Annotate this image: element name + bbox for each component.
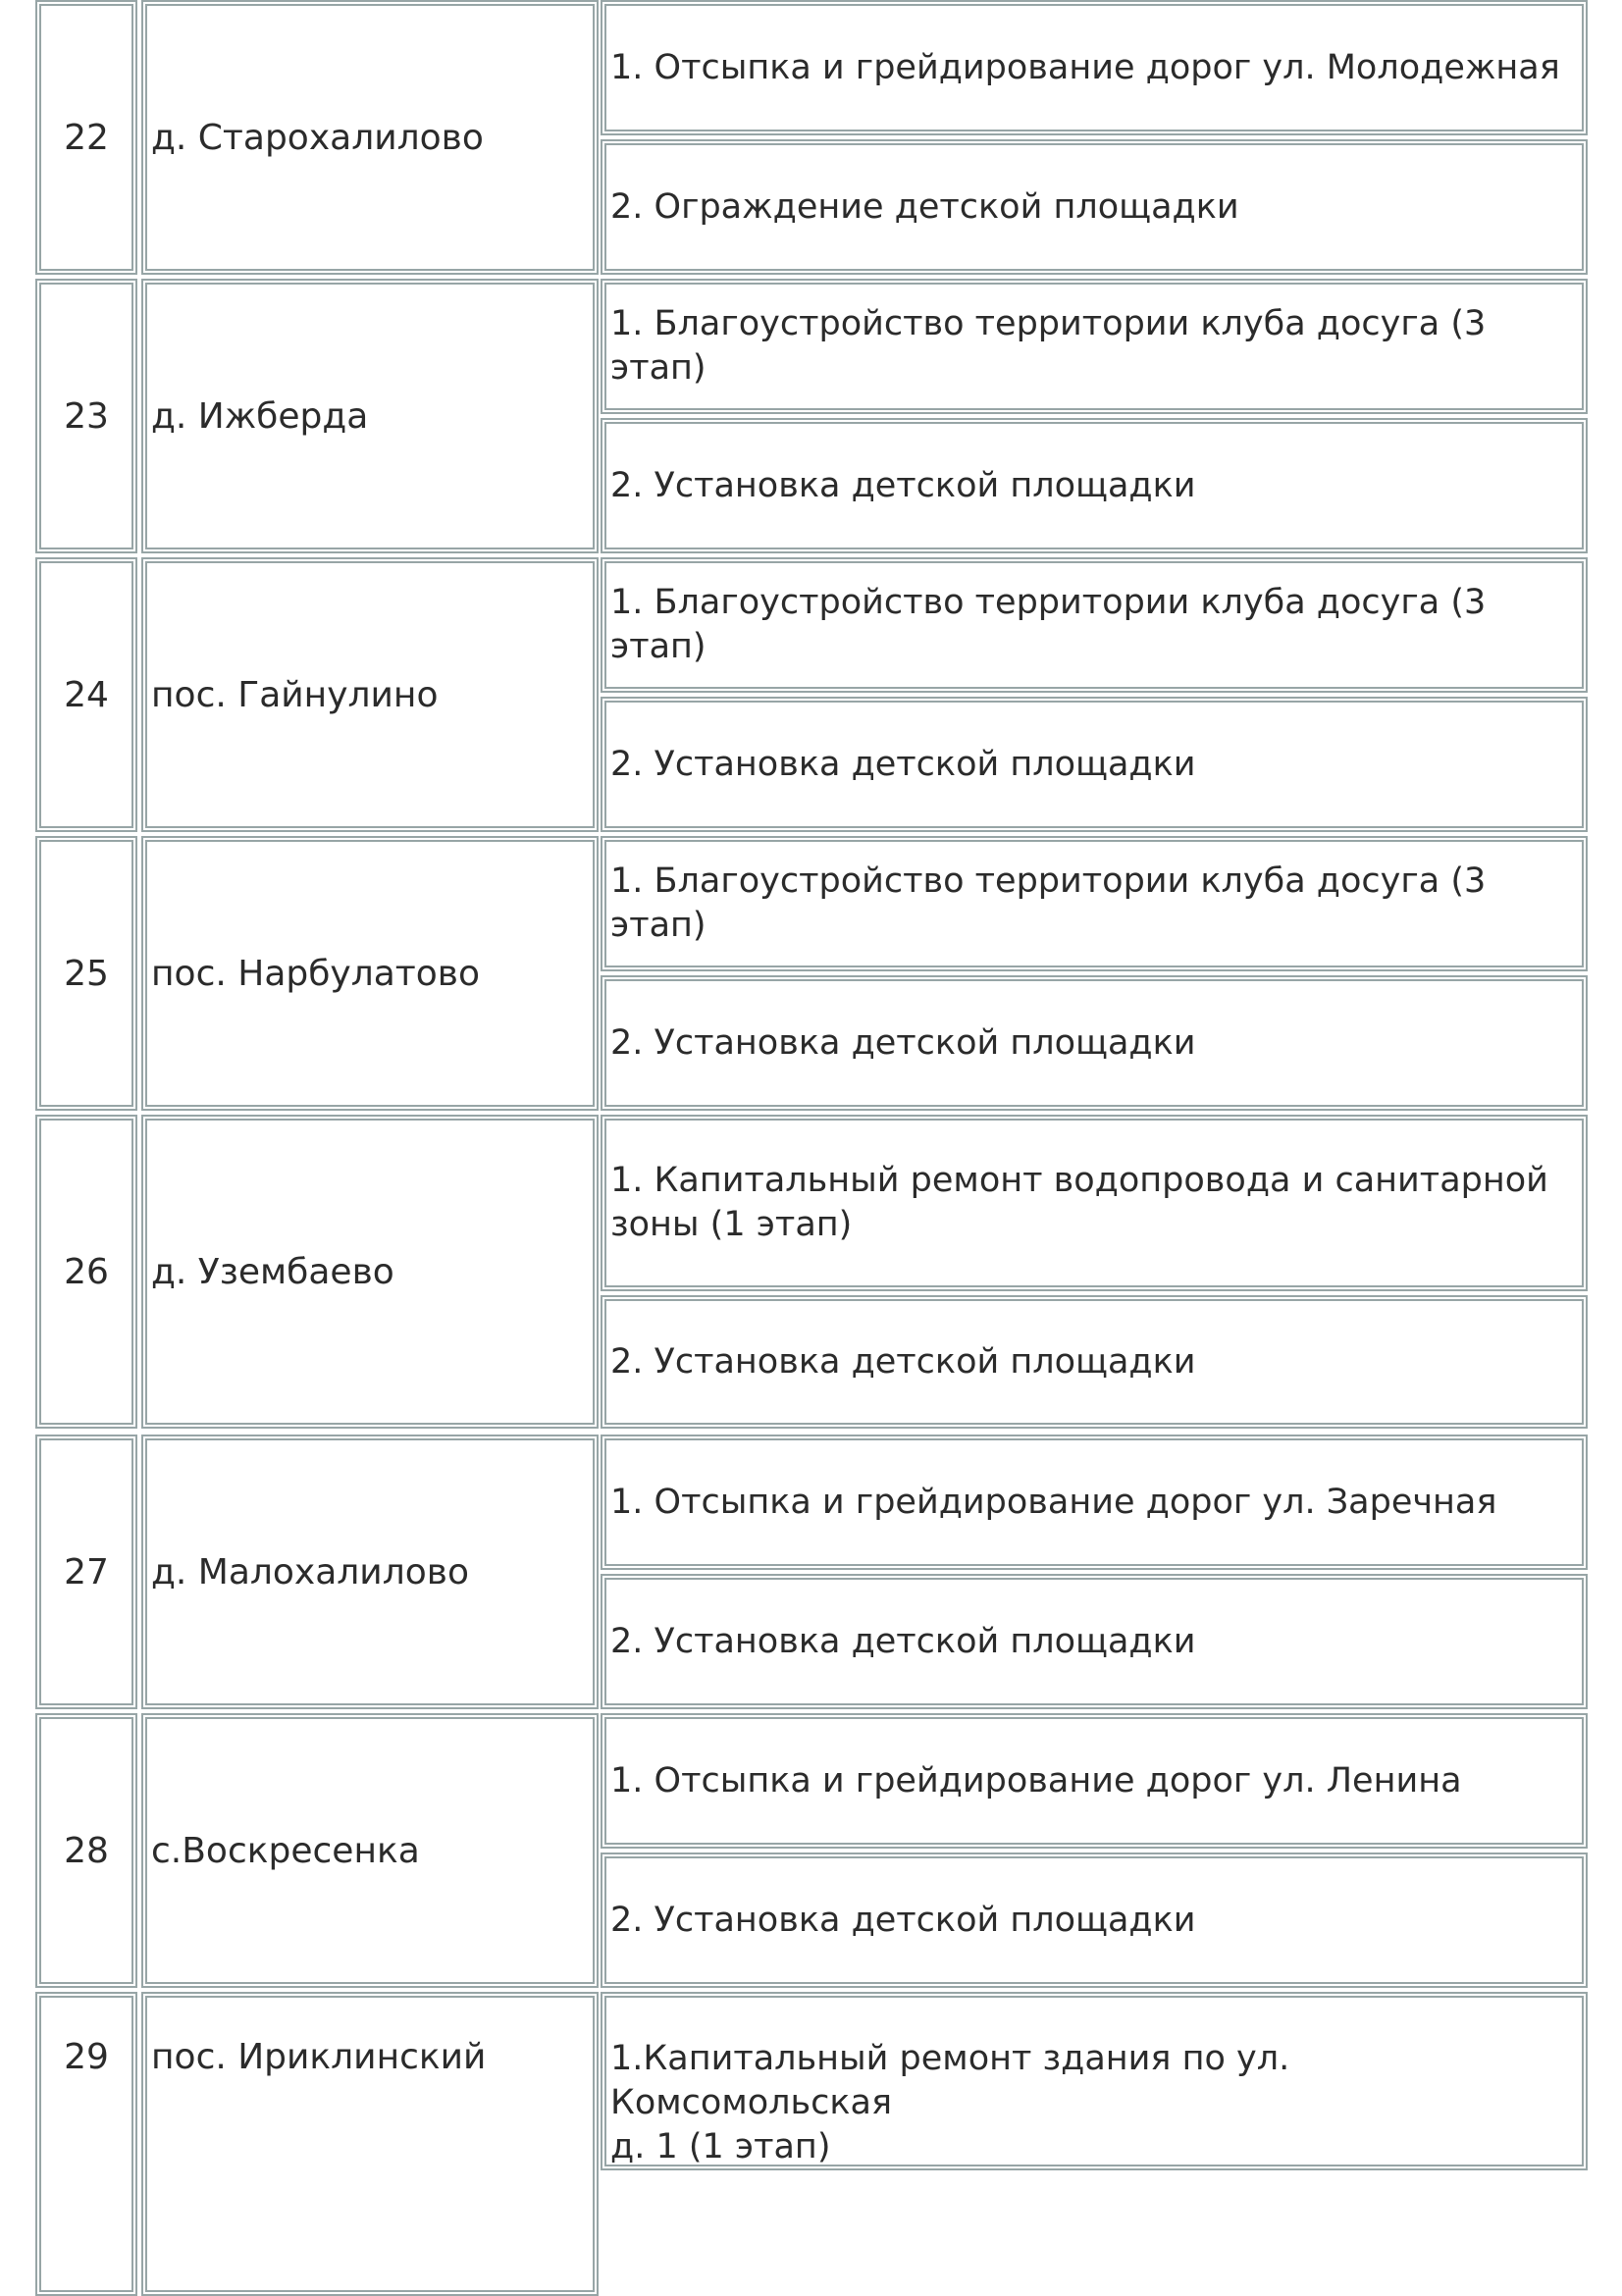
row-number: 24 [35, 557, 137, 832]
task-cell: 1.Капитальный ремонт здания по ул. Комсомольская д. 1 (1 этап) [601, 1992, 1588, 2170]
settlement-name: пос. Нарбулатово [141, 836, 599, 1111]
row-number: 26 [35, 1115, 137, 1429]
task-cell: 1. Отсыпка и грейдирование дорог ул. Молодежная [601, 0, 1588, 135]
row-number: 28 [35, 1713, 137, 1988]
row-number: 22 [35, 0, 137, 275]
settlement-name: д. Ижберда [141, 279, 599, 553]
task-cell: 2. Установка детской площадки [601, 1852, 1588, 1988]
task-cell: 2. Ограждение детской площадки [601, 139, 1588, 275]
row-number: 23 [35, 279, 137, 553]
settlement-name: д. Старохалилово [141, 0, 599, 275]
task-cell: 1. Благоустройство территории клуба досуга (3 этап) [601, 279, 1588, 414]
task-cell: 1. Капитальный ремонт водопровода и санитарной зоны (1 этап) [601, 1115, 1588, 1291]
task-cell: 2. Установка детской площадки [601, 1295, 1588, 1429]
task-cell: 2. Установка детской площадки [601, 975, 1588, 1111]
task-cell: 2. Установка детской площадки [601, 1574, 1588, 1709]
settlement-name: д. Узембаево [141, 1115, 599, 1429]
task-cell: 1. Благоустройство территории клуба досуга (3 этап) [601, 557, 1588, 693]
row-number: 29 [35, 1992, 137, 2296]
task-cell: 2. Установка детской площадки [601, 697, 1588, 832]
task-cell: 2. Установка детской площадки [601, 418, 1588, 553]
settlement-name: д. Малохалилово [141, 1435, 599, 1709]
settlement-name: с.Воскресенка [141, 1713, 599, 1988]
settlement-name: пос. Гайнулино [141, 557, 599, 832]
row-number: 25 [35, 836, 137, 1111]
task-cell: 1. Отсыпка и грейдирование дорог ул. Заречная [601, 1435, 1588, 1570]
task-cell: 1. Отсыпка и грейдирование дорог ул. Ленина [601, 1713, 1588, 1849]
task-cell: 1. Благоустройство территории клуба досуга (3 этап) [601, 836, 1588, 971]
row-number: 27 [35, 1435, 137, 1709]
settlement-name: пос. Ириклинский [141, 1992, 599, 2296]
